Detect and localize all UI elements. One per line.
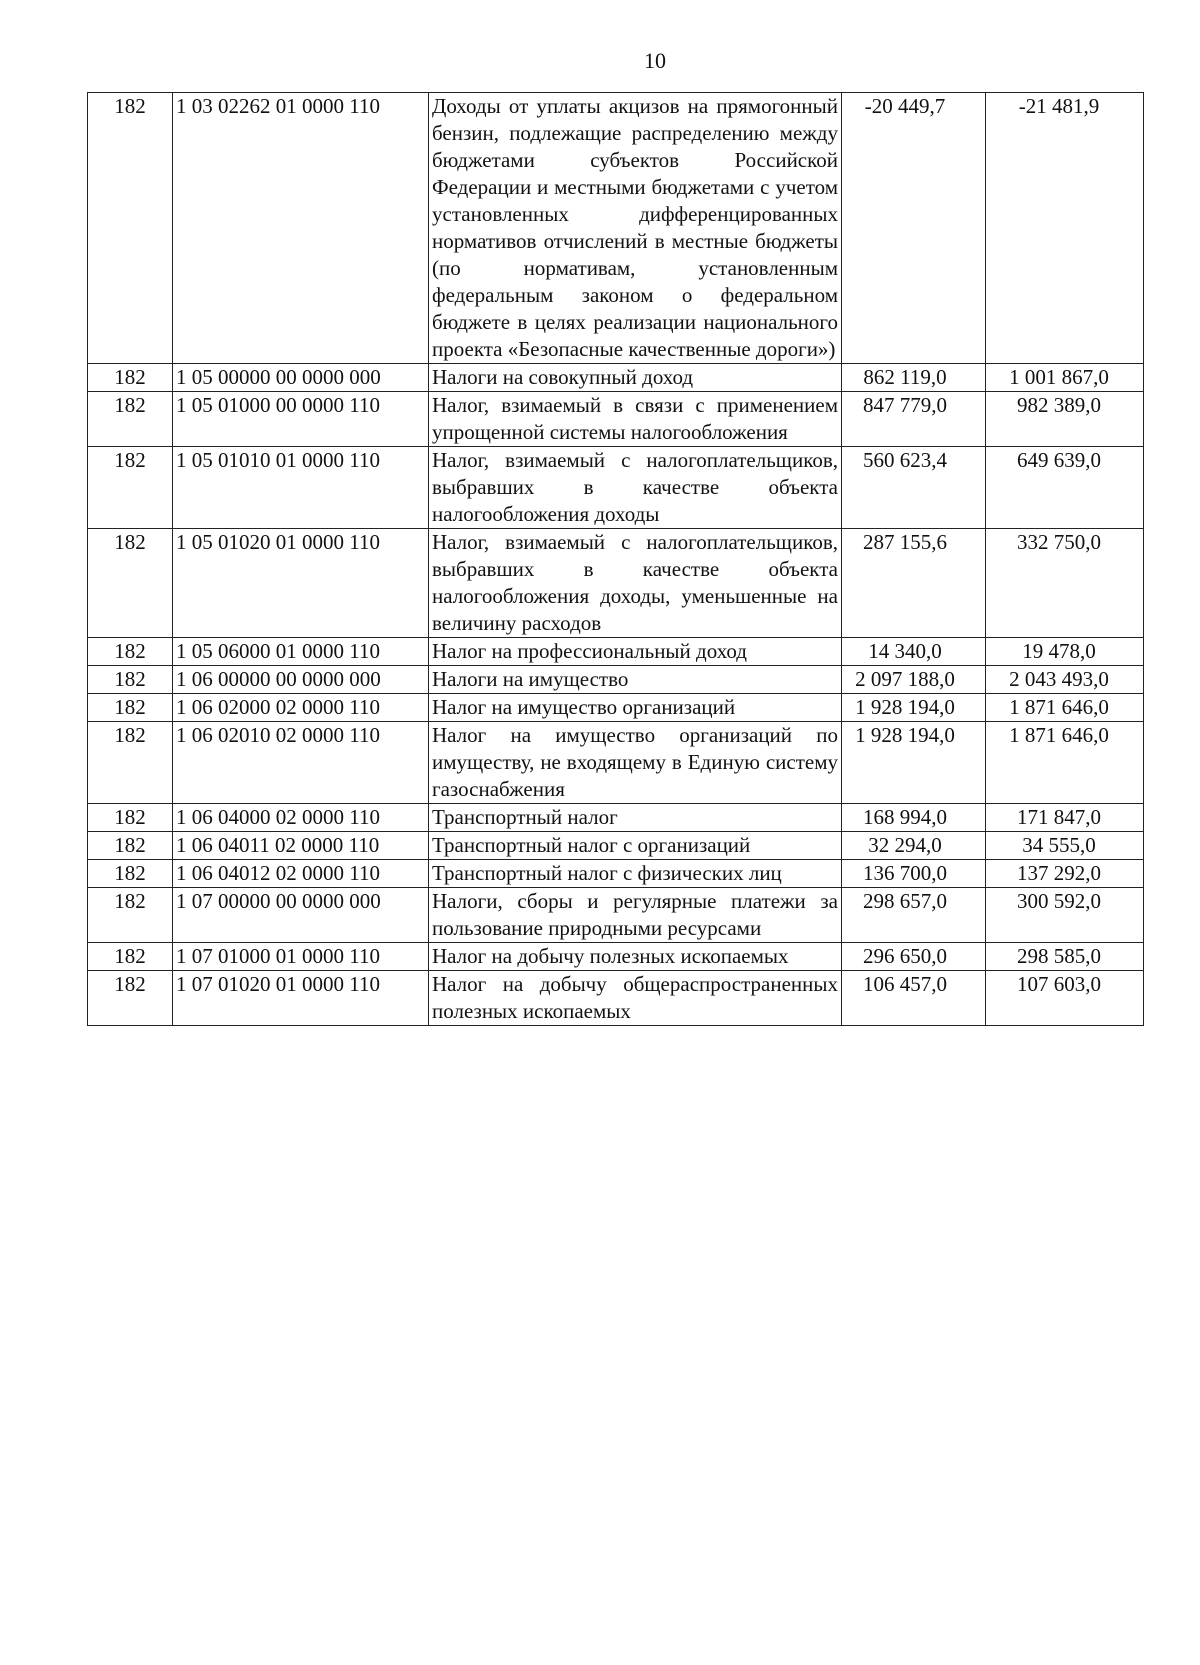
amount-year1-cell: 560 623,4: [842, 447, 986, 529]
amount-year1-cell: 1 928 194,0: [842, 722, 986, 804]
revenue-name-cell: Налог, взимаемый с налогоплательщиков, выбравших в качестве объекта налогообложения доходы, уменьшенные на величину расходов: [429, 529, 842, 638]
revenue-name-cell: Налог на добычу полезных ископаемых: [429, 943, 842, 971]
table-row: [88, 666, 1144, 694]
amount-year2-cell: 34 555,0: [986, 832, 1144, 860]
amount-year1-cell: 1 928 194,0: [842, 694, 986, 722]
admin-code-cell: 182: [88, 804, 173, 832]
budget-code-cell: 1 05 00000 00 0000 000: [173, 364, 429, 392]
amount-year1-cell: 168 994,0: [842, 804, 986, 832]
table-row: [88, 832, 1144, 860]
amount-year2-cell: -21 481,9: [986, 93, 1144, 364]
amount-year2-cell: 1 001 867,0: [986, 364, 1144, 392]
budget-code-cell: 1 05 01000 00 0000 110: [173, 392, 429, 447]
table-row: [88, 392, 1144, 447]
admin-code-cell: 182: [88, 93, 173, 364]
revenue-name-cell: Транспортный налог: [429, 804, 842, 832]
revenue-table: [87, 92, 1144, 1026]
revenue-name-cell: Налог на добычу общераспространенных полезных ископаемых: [429, 971, 842, 1026]
budget-code-cell: 1 07 01000 01 0000 110: [173, 943, 429, 971]
amount-year1-cell: 287 155,6: [842, 529, 986, 638]
amount-year2-cell: 1 871 646,0: [986, 722, 1144, 804]
table-row: [88, 694, 1144, 722]
budget-code-cell: 1 07 01020 01 0000 110: [173, 971, 429, 1026]
amount-year2-cell: 19 478,0: [986, 638, 1144, 666]
amount-year1-cell: 106 457,0: [842, 971, 986, 1026]
table-row: [88, 93, 1144, 364]
amount-year1-cell: 2 097 188,0: [842, 666, 986, 694]
budget-code-cell: 1 06 04000 02 0000 110: [173, 804, 429, 832]
table-row: [88, 860, 1144, 888]
admin-code-cell: 182: [88, 392, 173, 447]
amount-year1-cell: 862 119,0: [842, 364, 986, 392]
amount-year1-cell: 847 779,0: [842, 392, 986, 447]
amount-year1-cell: 32 294,0: [842, 832, 986, 860]
table-row: [88, 888, 1144, 943]
amount-year2-cell: 298 585,0: [986, 943, 1144, 971]
revenue-name-cell: Налог, взимаемый в связи с применением упрощенной системы налогообложения: [429, 392, 842, 447]
amount-year1-cell: 136 700,0: [842, 860, 986, 888]
budget-code-cell: 1 05 06000 01 0000 110: [173, 638, 429, 666]
amount-year2-cell: 107 603,0: [986, 971, 1144, 1026]
amount-year2-cell: 332 750,0: [986, 529, 1144, 638]
admin-code-cell: 182: [88, 638, 173, 666]
budget-code-cell: 1 05 01020 01 0000 110: [173, 529, 429, 638]
revenue-name-cell: Налог, взимаемый с налогоплательщиков, выбравших в качестве объекта налогообложения доходы: [429, 447, 842, 529]
revenue-name-cell: Налоги, сборы и регулярные платежи за пользование природными ресурсами: [429, 888, 842, 943]
page-number: 10: [644, 48, 666, 73]
admin-code-cell: 182: [88, 364, 173, 392]
budget-code-cell: 1 03 02262 01 0000 110: [173, 93, 429, 364]
admin-code-cell: 182: [88, 860, 173, 888]
budget-code-cell: 1 07 00000 00 0000 000: [173, 888, 429, 943]
revenue-name-cell: Налог на профессиональный доход: [429, 638, 842, 666]
amount-year1-cell: 298 657,0: [842, 888, 986, 943]
admin-code-cell: 182: [88, 529, 173, 638]
admin-code-cell: 182: [88, 666, 173, 694]
amount-year2-cell: 171 847,0: [986, 804, 1144, 832]
admin-code-cell: 182: [88, 943, 173, 971]
admin-code-cell: 182: [88, 722, 173, 804]
revenue-name-cell: Налог на имущество организаций по имуществу, не входящему в Единую систему газоснабжения: [429, 722, 842, 804]
budget-code-cell: 1 06 02000 02 0000 110: [173, 694, 429, 722]
budget-code-cell: 1 06 02010 02 0000 110: [173, 722, 429, 804]
table-row: [88, 971, 1144, 1026]
table-row: [88, 638, 1144, 666]
amount-year1-cell: -20 449,7: [842, 93, 986, 364]
amount-year2-cell: 137 292,0: [986, 860, 1144, 888]
table-row: [88, 722, 1144, 804]
table-row: [88, 943, 1144, 971]
table-row: [88, 364, 1144, 392]
revenue-name-cell: Налог на имущество организаций: [429, 694, 842, 722]
amount-year1-cell: 14 340,0: [842, 638, 986, 666]
table-row: [88, 529, 1144, 638]
amount-year1-cell: 296 650,0: [842, 943, 986, 971]
revenue-name-cell: Доходы от уплаты акцизов на прямогонный бензин, подлежащие распределению между бюджетами субъектов Российской Федерации и местными бюджетами с учетом установленных дифференцированных нормативов отчислений в местные бюджеты (по нормативам, установленным федеральным законом о федеральном бюджете в целях реализации национального проекта «Безопасные качественные дороги»): [429, 93, 842, 364]
amount-year2-cell: 982 389,0: [986, 392, 1144, 447]
budget-code-cell: 1 05 01010 01 0000 110: [173, 447, 429, 529]
amount-year2-cell: 1 871 646,0: [986, 694, 1144, 722]
amount-year2-cell: 300 592,0: [986, 888, 1144, 943]
table-row: [88, 447, 1144, 529]
admin-code-cell: 182: [88, 888, 173, 943]
revenue-name-cell: Налоги на имущество: [429, 666, 842, 694]
amount-year2-cell: 649 639,0: [986, 447, 1144, 529]
admin-code-cell: 182: [88, 971, 173, 1026]
budget-code-cell: 1 06 00000 00 0000 000: [173, 666, 429, 694]
amount-year2-cell: 2 043 493,0: [986, 666, 1144, 694]
admin-code-cell: 182: [88, 694, 173, 722]
budget-code-cell: 1 06 04012 02 0000 110: [173, 860, 429, 888]
table-row: [88, 804, 1144, 832]
revenue-name-cell: Налоги на совокупный доход: [429, 364, 842, 392]
revenue-name-cell: Транспортный налог с физических лиц: [429, 860, 842, 888]
admin-code-cell: 182: [88, 447, 173, 529]
admin-code-cell: 182: [88, 832, 173, 860]
revenue-name-cell: Транспортный налог с организаций: [429, 832, 842, 860]
budget-code-cell: 1 06 04011 02 0000 110: [173, 832, 429, 860]
